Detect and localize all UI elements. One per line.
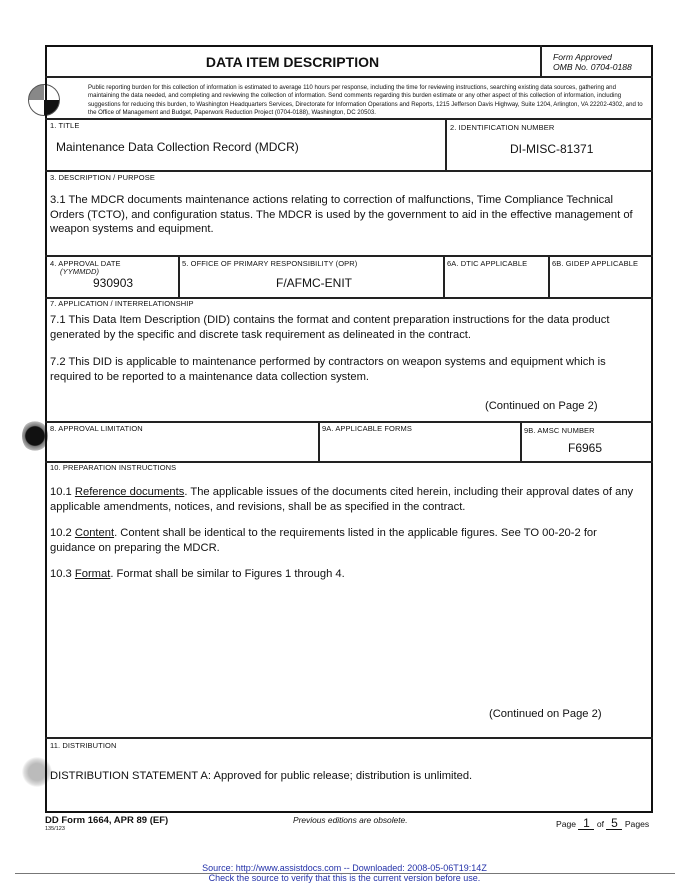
instruction-text: . Content shall be identical to the requirements listed in the applicable figures. See TO 00-20-2 for guidance on preparing the MDCR. bbox=[50, 527, 597, 554]
field-label-application: 7. APPLICATION / INTERRELATIONSHIP bbox=[50, 299, 194, 308]
field-label-title: 1. TITLE bbox=[50, 121, 80, 130]
description-text: 3.1 The MDCR documents maintenance actions relating to correction of malfunctions, Time Compliance Technical Orders (TCTO), and configuration status. The MDCR is used by the government to aid in the effective management of weapon systems and equipment. bbox=[50, 194, 633, 235]
divider bbox=[45, 421, 653, 423]
page-current: 1 bbox=[578, 818, 594, 830]
field-sublabel-approval-date bbox=[60, 267, 99, 276]
form-approved-note bbox=[553, 53, 632, 72]
divider bbox=[540, 45, 542, 77]
field-label-applicable-forms: 9A. APPLICABLE FORMS bbox=[322, 424, 412, 433]
field-label-gidep-applicable: 6B. GIDEP APPLICABLE bbox=[552, 259, 639, 268]
instruction-heading: Reference documents bbox=[74, 486, 185, 498]
field-label-identification-number: 2. IDENTIFICATION NUMBER bbox=[450, 123, 555, 132]
instruction-number: 10.3 bbox=[50, 568, 72, 580]
identification-number-field[interactable]: DI-MISC-81371 bbox=[510, 142, 594, 156]
field-label-distribution: 11. DISTRIBUTION bbox=[50, 741, 117, 750]
instruction-heading: Content bbox=[74, 527, 115, 539]
application-paragraph-1: 7.1 This Data Item Description (DID) contains the format and content preparation instructions for the data product generated by the specific and discrete task requirement as delineated in the contract. bbox=[50, 314, 610, 341]
title-field[interactable]: Maintenance Data Collection Record (MDCR) bbox=[56, 140, 299, 154]
page-total: 5 bbox=[606, 818, 622, 830]
page-prefix: Page bbox=[556, 819, 577, 829]
burden-notice: Public reporting burden for this collection of information is estimated to average 110 hours per response, including the time for reviewing instructions, searching existing data sources, gathering and maintaining the data needed, and completing and reviewing the collection of information. Send comments regarding this burden estimate or any other aspect of this collection of information, including suggestions for reducing this burden, to Washington Headquarters Services, Directorate for Information Operations and Reports, 1215 Jefferson Davis Highway, Suite 1204, Arlington, VA 22202-4302, and to the Office of Management and Budget, Paperwork Reduction Project (0704-0188), Washington, DC 20503. bbox=[88, 84, 643, 117]
divider bbox=[45, 170, 653, 172]
field-label-preparation-instructions: 10. PREPARATION INSTRUCTIONS bbox=[50, 463, 177, 472]
form-approved-line1: Form Approved bbox=[553, 52, 612, 62]
instruction-heading: Format bbox=[74, 568, 111, 580]
instruction-text: . Format shall be similar to Figures 1 through 4. bbox=[110, 568, 345, 580]
page-of: of bbox=[596, 819, 605, 829]
instruction-10-3 bbox=[50, 567, 645, 582]
source-line: Source: http://www.assistdocs.com -- Downloaded: 2008-05-06T19:14Z bbox=[202, 863, 487, 873]
verify-note: Check the source to verify that this is the current version before use. bbox=[208, 873, 481, 883]
divider bbox=[318, 421, 320, 461]
instruction-number: 10.1 bbox=[50, 486, 72, 498]
instruction-text: . The applicable issues of the documents cited herein, including their approval dates of any applicable amendments, notices, and revisions, shall be as specified in the contract. bbox=[50, 486, 634, 513]
instruction-10-1 bbox=[50, 485, 645, 514]
amsc-number-field[interactable]: F6965 bbox=[568, 441, 603, 455]
date-format-hint: (YYMMDD) bbox=[60, 267, 100, 276]
divider bbox=[45, 118, 653, 120]
page-indicator bbox=[556, 818, 649, 830]
divider bbox=[45, 737, 653, 739]
continued-note: (Continued on Page 2) bbox=[485, 400, 598, 412]
approval-date-field[interactable]: 930903 bbox=[93, 276, 134, 290]
instruction-number: 10.2 bbox=[50, 527, 72, 539]
field-label-approval-date: 4. APPROVAL DATE bbox=[50, 259, 121, 268]
distribution-statement: DISTRIBUTION STATEMENT A: Approved for public release; distribution is unlimited. bbox=[50, 770, 473, 782]
field-label-description: 3. DESCRIPTION / PURPOSE bbox=[50, 173, 155, 182]
instruction-10-2 bbox=[50, 526, 645, 555]
divider bbox=[548, 255, 550, 297]
divider bbox=[45, 76, 653, 78]
application-paragraph-2: 7.2 This DID is applicable to maintenance performed by contractors on weapon systems and equipment which is required to be reported to a maintenance data collection system. bbox=[50, 356, 606, 383]
form-id: DD Form 1664, APR 89 (EF) bbox=[45, 815, 169, 826]
field-label-amsc-number: 9B. AMSC NUMBER bbox=[524, 426, 595, 435]
omb-number: OMB No. 0704-0188 bbox=[553, 61, 632, 72]
continued-note: (Continued on Page 2) bbox=[489, 708, 602, 720]
page-suffix: Pages bbox=[624, 819, 650, 829]
divider bbox=[178, 255, 180, 297]
divider bbox=[445, 118, 447, 170]
field-label-dtic-applicable: 6A. DTIC APPLICABLE bbox=[447, 259, 528, 268]
field-label-approval-limitation: 8. APPROVAL LIMITATION bbox=[50, 424, 143, 433]
form-sub-id: 135/123 bbox=[45, 826, 65, 832]
opr-field[interactable]: F/AFMC-ENIT bbox=[276, 276, 352, 290]
form-title: DATA ITEM DESCRIPTION bbox=[205, 54, 380, 70]
divider bbox=[520, 421, 522, 461]
obsolete-note: Previous editions are obsolete. bbox=[293, 815, 408, 825]
divider bbox=[45, 255, 653, 257]
field-label-opr: 5. OFFICE OF PRIMARY RESPONSIBILITY (OPR) bbox=[182, 259, 358, 268]
divider bbox=[443, 255, 445, 297]
